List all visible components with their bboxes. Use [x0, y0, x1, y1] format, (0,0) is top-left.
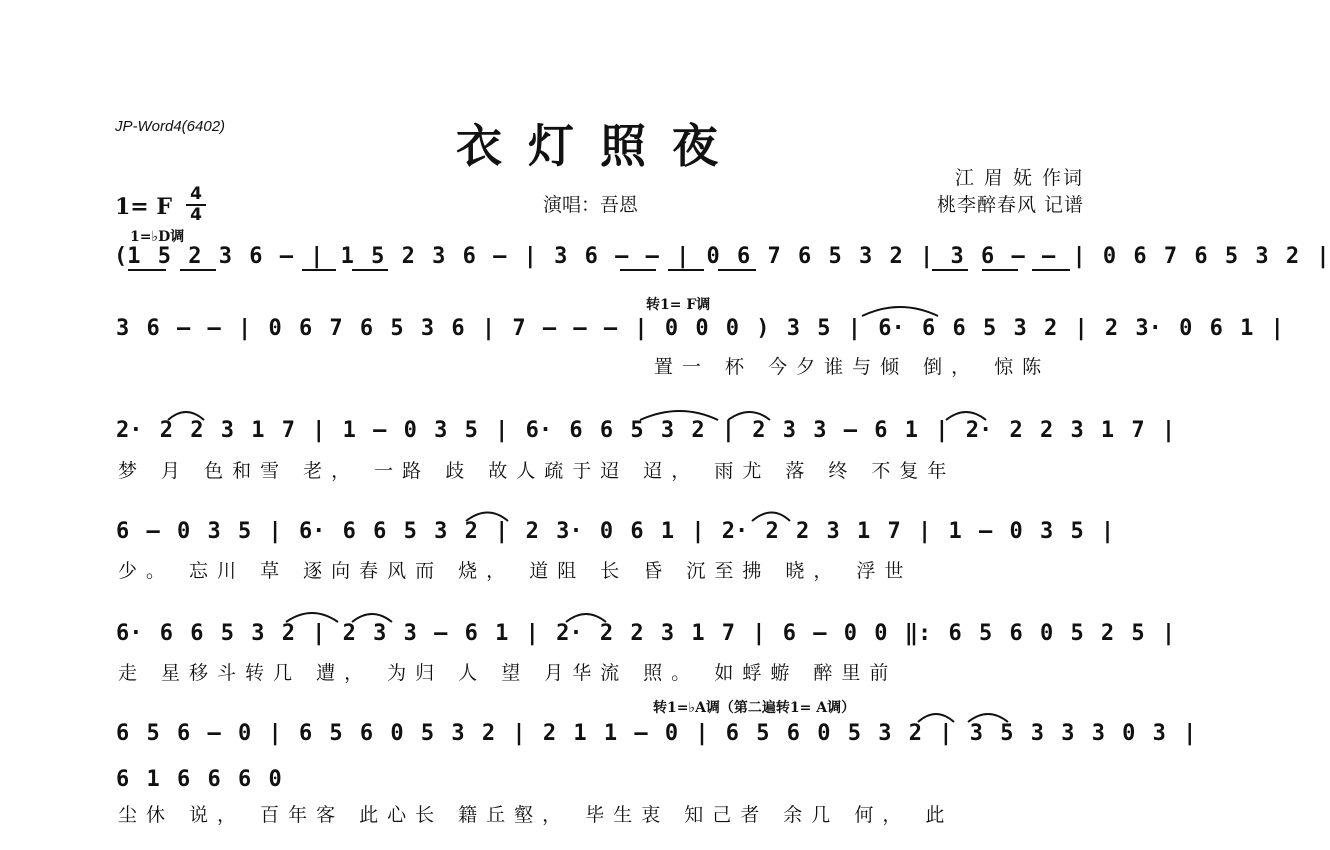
arranger-credit: 桃李醉春风 记谱 [936, 194, 1084, 216]
tie-mark [566, 614, 606, 622]
lyrics-row: 走 星移斗转几 遭， 为归 人 望 月华流 照。 如蜉蝣 醉里前 [118, 662, 898, 684]
modulation-mark: 1=♭D调 [130, 229, 185, 245]
notation-row: 6 1 6 6 6 0 [116, 767, 282, 792]
notation-row: 3 6 – – | 0 6 7 6 5 3 6 | 7 – – – | 0 0 0 ) 3 5 | 6· 6 6 5 3 2 | 2 3· 0 6 1 | [116, 316, 1284, 341]
software-label: JP-Word4(6402) [115, 118, 226, 135]
tie-mark [918, 714, 954, 722]
notation-row: 6· 6 6 5 3 2 | 2 3 3 – 6 1 | 2· 2 2 3 1 7 | 6 – 0 0 ‖: 6 5 6 0 5 2 5 | [116, 621, 1176, 646]
lyricist-credit: 江 眉 妩 作词 [954, 167, 1084, 189]
lyrics-row: 尘休 说， 百年客 此心长 籍丘壑， 毕生衷 知己者 余几 何， 此 [118, 804, 954, 826]
notation-row: 6 – 0 3 5 | 6· 6 6 5 3 2 | 2 3· 0 6 1 | 2· 2 2 3 1 7 | 1 – 0 3 5 | [116, 519, 1115, 544]
modulation-mark: 转1= F调 [646, 297, 711, 313]
time-numerator: 4 [190, 184, 202, 204]
key-signature: 1= F [115, 194, 173, 220]
tie-mark [352, 614, 392, 622]
lyrics-row: 置一 杯 今夕谁与倾 倒， 惊陈 [654, 356, 1051, 378]
notation-row: 6 5 6 – 0 | 6 5 6 0 5 3 2 | 2 1 1 – 0 | 6 5 6 0 5 3 2 | 3 5 3 3 3 0 3 | [116, 721, 1197, 746]
tie-mark [286, 613, 338, 622]
tie-mark [728, 412, 770, 420]
tie-mark [752, 513, 790, 522]
singer-credit: 演唱：吾恩 [543, 194, 639, 216]
tie-mark [640, 411, 718, 420]
notation-row: 2· 2 2 3 1 7 | 1 – 0 3 5 | 6· 6 6 5 3 2 | 2 3 3 – 6 1 | 2· 2 2 3 1 7 | [116, 418, 1176, 443]
modulation-mark: 转1=♭A调（第二遍转1= A调） [653, 700, 856, 716]
notation-row: (1 5 2 3 6 – | 1 5 2 3 6 – | 3 6 – – | 0 6 7 6 5 3 2 | 3 6 – – | 0 6 7 6 5 3 2 | [114, 244, 1330, 269]
song-title: 衣灯照夜 [456, 119, 744, 173]
lyrics-row: 梦 月 色和雪 老， 一路 歧 故人疏于迢 迢， 雨尤 落 终 不复年 [118, 460, 956, 482]
tie-mark [968, 714, 1008, 722]
tie-mark [862, 307, 938, 316]
time-denominator: 4 [190, 205, 202, 225]
tie-mark [946, 412, 986, 420]
tie-mark [168, 412, 204, 420]
lyrics-row: 少。 忘川 草 逐向春风而 烧， 道阻 长 昏 沉至拂 晓， 浮世 [118, 560, 913, 582]
tie-mark [466, 513, 508, 522]
